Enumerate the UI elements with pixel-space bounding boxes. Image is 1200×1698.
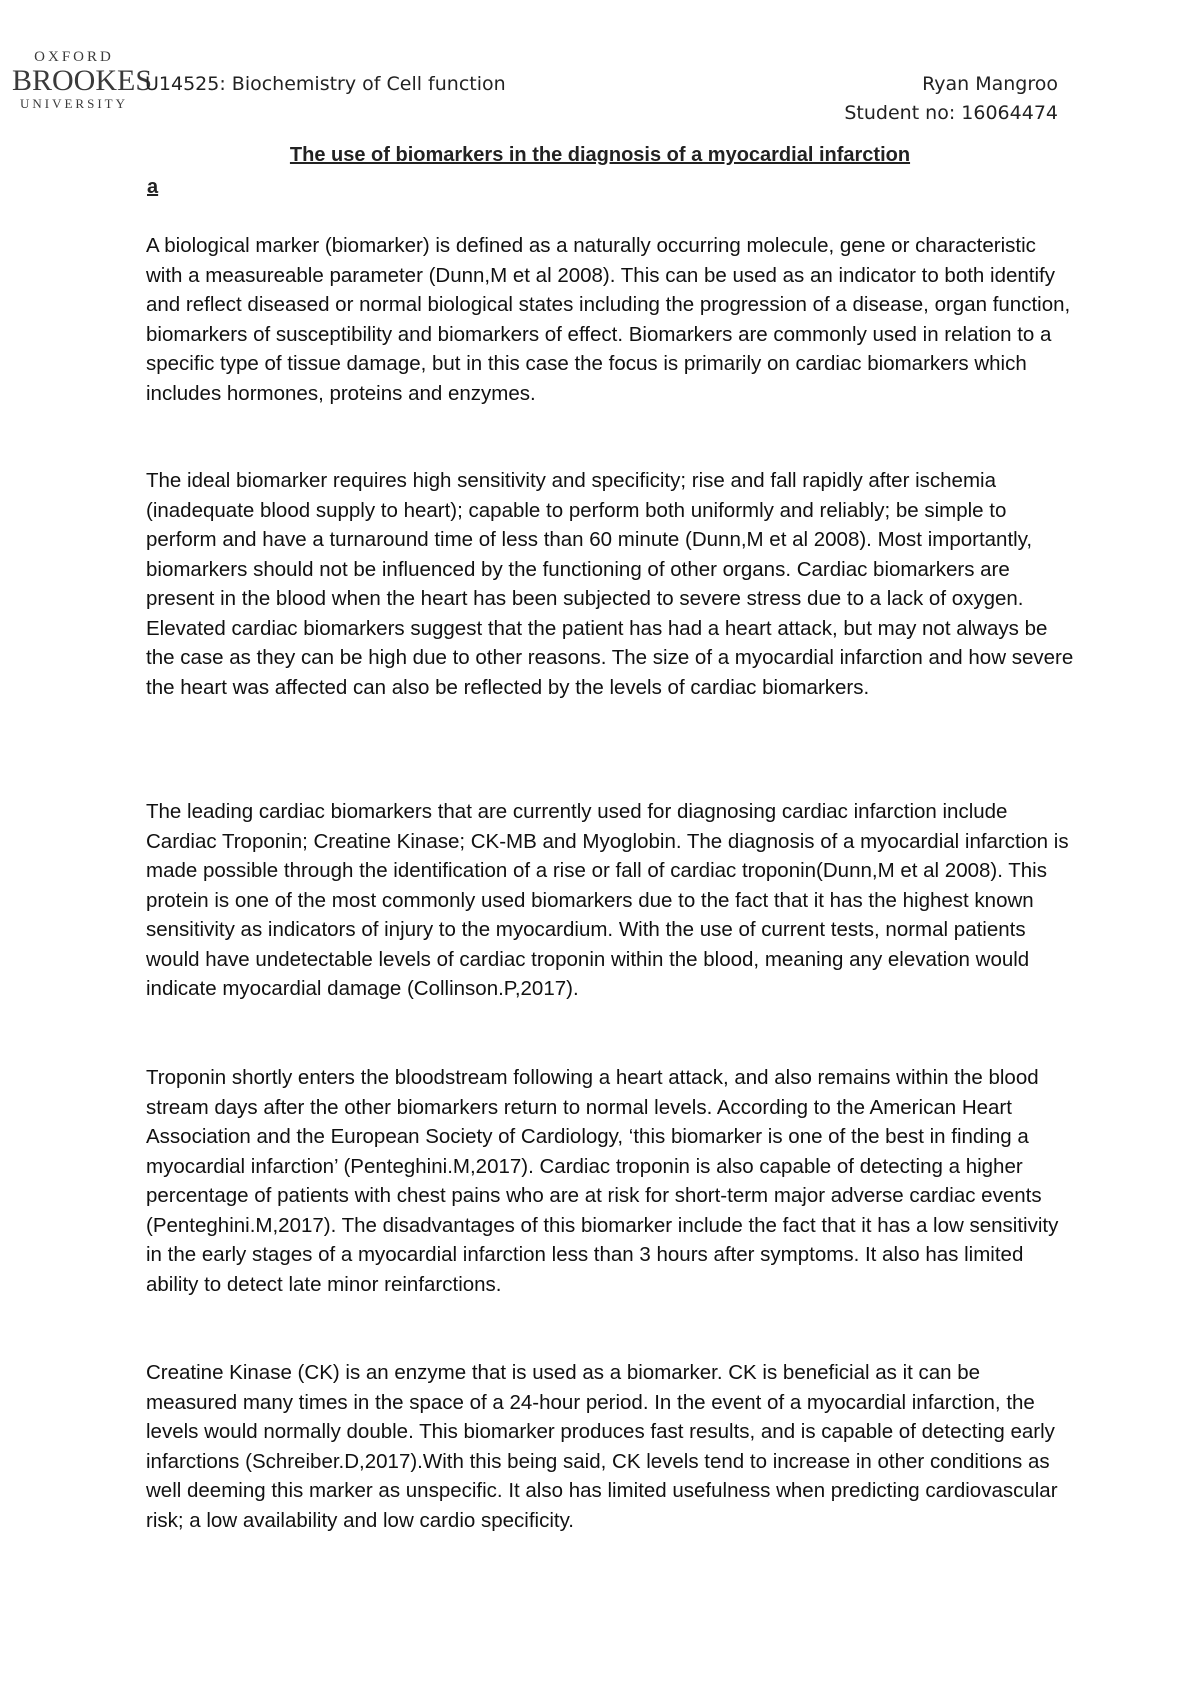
logo-line-brookes: BROOKES bbox=[12, 64, 153, 97]
course-title: U14525: Biochemistry of Cell function bbox=[145, 73, 506, 95]
paragraph-1: A biological marker (biomarker) is defined as a naturally occurring molecule, gene or characteristic with a measureable parameter (Dunn,M et al 2008). This can be used as an indicator to both identify and reflect diseased or normal biological states including the progression of a disease, organ function, biomarkers of susceptibility and biomarkers of effect. Biomarkers are commonly used in relation to a specific type of tissue damage, but in this case the focus is primarily on cardiac biomarkers which includes hormones, proteins and enzymes. bbox=[146, 234, 1071, 405]
paragraph-3: The leading cardiac biomarkers that are currently used for diagnosing cardiac infarction include Cardiac Troponin; Creatine Kinase; CK-MB and Myoglobin. The diagnosis of a myocardial infarction is made possible through the identification of a rise or fall of cardiac troponin(Dunn,M et al 2008). This protein is one of the most commonly used biomarkers due to the fact that it has the highest known sensitivity as indicators of injury to the myocardium. With the use of current tests, normal patients would have undetectable levels of cardiac troponin within the blood, meaning any elevation would indicate myocardial damage (Collinson.P,2017). bbox=[146, 800, 1069, 1000]
university-logo bbox=[12, 49, 153, 111]
section-letter: a bbox=[147, 176, 159, 198]
author-name: Ryan Mangroo bbox=[922, 73, 1058, 95]
student-number: Student no: 16064474 bbox=[844, 102, 1058, 124]
logo-line-university: UNIVERSITY bbox=[20, 96, 128, 111]
document-title: The use of biomarkers in the diagnosis of a myocardial infarction bbox=[289, 144, 911, 166]
paragraph-4: Troponin shortly enters the bloodstream following a heart attack, and also remains within the blood stream days after the other biomarkers return to normal levels. According to the American Heart Association and the European Society of Cardiology, ‘this biomarker is one of the best in finding a myocardial infarction’ (Penteghini.M,2017). Cardiac troponin is also capable of detecting a higher percentage of patients with chest pains who are at risk for short-term major adverse cardiac events (Penteghini.M,2017). The disadvantages of this biomarker include the fact that it has a low sensitivity in the early stages of a myocardial infarction less than 3 hours after symptoms. It also has limited ability to detect late minor reinfarctions. bbox=[146, 1066, 1059, 1296]
paragraph-2: The ideal biomarker requires high sensitivity and specificity; rise and fall rapidly after ischemia (inadequate blood supply to heart); capable to perform both uniformly and reliably; be simple to perform and have a turnaround time of less than 60 minute (Dunn,M et al 2008). Most importantly, biomarkers should not be influenced by the functioning of other organs. Cardiac biomarkers are present in the blood when the heart has been subjected to severe stress due to a lack of oxygen. Elevated cardiac biomarkers suggest that the patient has had a heart attack, but may not always be the case as they can be high due to other reasons. The size of a myocardial infarction and how severe the heart was affected can also be reflected by the levels of cardiac biomarkers. bbox=[146, 469, 1074, 699]
paragraph-5: Creatine Kinase (CK) is an enzyme that is used as a biomarker. CK is beneficial as it can be measured many times in the space of a 24-hour period. In the event of a myocardial infarction, the levels would normally double. This biomarker produces fast results, and is capable of detecting early infarctions (Schreiber.D,2017).With this being said, CK levels tend to increase in other conditions as well deeming this marker as unspecific. It also has limited usefulness when predicting cardiovascular risk; a low availability and low cardio specificity. bbox=[146, 1361, 1058, 1532]
logo-line-oxford: OXFORD bbox=[34, 49, 114, 65]
